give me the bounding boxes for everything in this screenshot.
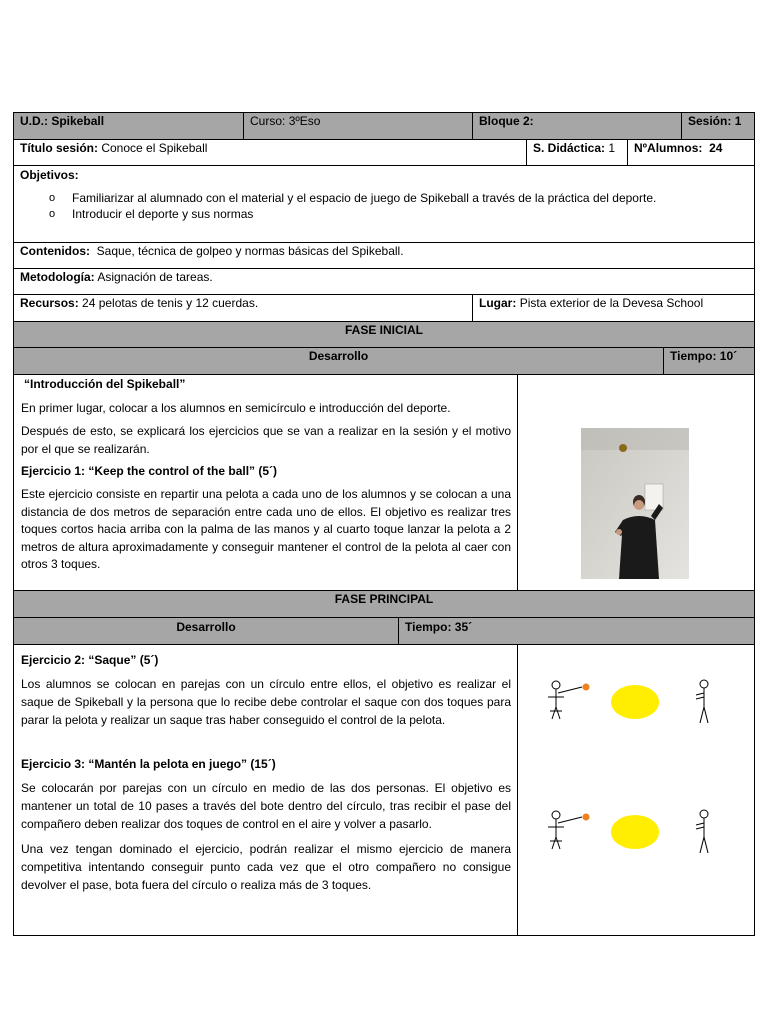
ud-value: Spikeball [51,114,105,128]
titulo-label: Título sesión: [20,141,98,155]
exercise-2-diagram [536,655,730,747]
desarrollo-label: Desarrollo [176,620,236,634]
fase-inicial-title: FASE INICIAL [344,323,423,337]
objetivos-row [14,166,754,243]
sesion-label: Sesión: [688,114,732,128]
bloque-cell [472,113,681,139]
ud-cell [14,113,243,139]
recursos-row [14,295,754,322]
exercise-2-diagram-svg [536,655,730,747]
bloque-label: Bloque 2: [479,114,534,128]
recursos-label: Recursos: [20,296,79,310]
exercise-3-text-2: Una vez tengan dominado el ejercicio, podrán realizar el mismo ejercicio de manera competitiva intentando conseguir punto cada vez que el otro compañero no consigue devolver el pase, bota fuera del círculo o realiza más de 3 toques. [21,842,511,892]
alumnos-cell [627,140,754,165]
player-left-icon [548,811,582,849]
fase-inicial-desarrollo-row [14,348,754,375]
exercise-2-title: Ejercicio 2: “Saque” (5´) [21,653,159,667]
recursos-value: 24 pelotas de tenis y 12 cuerdas. [82,296,259,310]
exercise-3-text: Se colocarán por parejas con un círculo en medio de las dos personas. El objetivo es mantener un total de 10 pases a través del bote dentro del círculo, tras recibir el pase del compañero deben realizar dos toques de control en el aire y volver a pasarlo. [21,781,511,831]
lugar-cell [472,295,754,321]
ball-icon [583,684,590,691]
alumnos-label: NºAlumnos: [634,141,703,155]
alumnos-value: 24 [709,141,723,155]
exercise-3-diagram [536,785,730,877]
curso-cell [243,113,472,139]
player-right-icon [696,810,708,853]
tiempo-label: Tiempo: 10´ [663,348,754,374]
intro-heading: “Introducción del Spikeball” [24,377,186,391]
ball-icon [583,814,590,821]
header-row [14,113,754,140]
contenidos-cell [14,243,754,268]
recursos-cell [14,295,472,321]
exercise-3-diagram-svg [536,785,730,877]
intro-paragraph-1: En primer lugar, colocar a los alumnos en semicírculo e introducción del deporte. [21,401,451,415]
ud-label: U.D.: [20,114,48,128]
metodologia-row [14,269,754,295]
desarrollo-label: Desarrollo [308,349,369,363]
fase-principal-row [14,591,754,618]
contenidos-row [14,243,754,269]
tiempo-label: Tiempo: 35´ [398,618,754,644]
list-item: o Familiarizar al alumnado con el material y el espacio de juego de Spikeball a través de la práctica del deporte. [20,190,748,206]
sesion-value: 1 [734,114,742,128]
metodologia-value: Asignación de tareas. [97,270,213,284]
player-right-icon [696,680,708,723]
titulo-value: Conoce el Spikeball [101,141,208,155]
exercise-1-title: Ejercicio 1: “Keep the control of the ball” (5´) [21,464,278,478]
list-item: o Introducir el deporte y sus normas [20,206,748,222]
title-row [14,140,754,166]
player-photo [581,428,689,579]
sdidactica-label: S. Didáctica: [533,141,606,155]
sesion-cell [681,113,754,139]
exercise-3-title: Ejercicio 3: “Mantén la pelota en juego” (15´) [21,757,276,771]
contenidos-value: Saque, técnica de golpeo y normas básicas del Spikeball. [96,244,404,258]
sdidactica-value: 1 [608,141,616,155]
spikeball-net-icon [611,815,659,849]
player-left-icon [548,681,582,719]
fase-inicial-row [14,322,754,348]
spikeball-net-icon [611,685,659,719]
curso-value: 3ºEso [288,114,321,128]
metodologia-label: Metodología: [20,270,95,284]
objetivos-list [20,190,748,222]
contenidos-label: Contenidos: [20,244,90,258]
lugar-value: Pista exterior de la Devesa School [519,296,704,310]
objetivos-cell [14,166,754,242]
fase-principal-text [14,645,517,935]
exercise-1-text: Este ejercicio consiste en repartir una pelota a cada uno de los alumnos y se colocan a una distancia de dos metros de separación entre cada uno de ellos. El objetivo es realizar tres toques cortos hacia arriba con la palma de las manos y al cuarto toque lanzar la pelota a 2 metros de altura aproximadamente y conseguir mantener el control de la pelota al caer con otros 3 toques. [21,487,511,571]
intro-paragraph-2: Después de esto, se explicará los ejercicios que se van a realizar en la sesión y el motivo por el que se realizarán. [21,424,511,456]
metodologia-cell [14,269,754,294]
sdidactica-cell [526,140,627,165]
exercise-2-text: Los alumnos se colocan en parejas con un círculo entre ellos, el objetivo es realizar el saque de Spikeball y la persona que lo recibe debe controlar el saque con dos toques para parar la pelota y realizar un saque tras haber conseguido el control de la pelota. [21,677,511,727]
lugar-label: Lugar: [479,296,517,310]
objetivos-label: Objetivos: [20,168,79,182]
fase-principal-title: FASE PRINCIPAL [334,592,434,606]
fase-inicial-text [14,375,517,590]
fase-principal-desarrollo-row [14,618,754,645]
player-photo-illustration [581,428,689,579]
titulo-cell [14,140,526,165]
curso-label: Curso: [250,114,286,128]
